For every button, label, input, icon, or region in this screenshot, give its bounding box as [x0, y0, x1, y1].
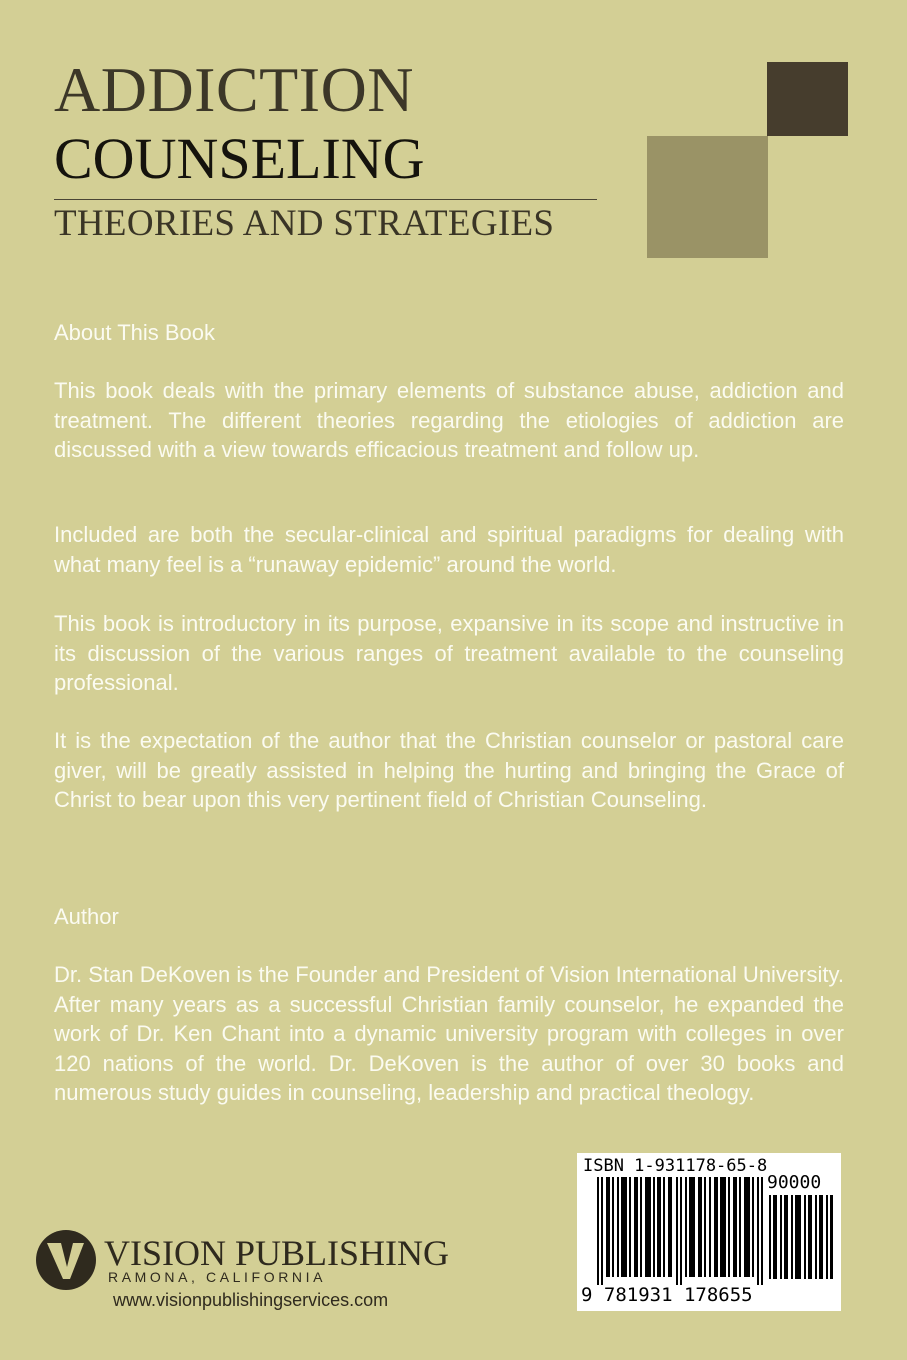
title-divider — [54, 199, 597, 200]
about-paragraph-3: This book is introductory in its purpose, expansive in its scope and instructive in its discussion of the various ranges of treatment available to the counseling professional. — [54, 611, 844, 695]
isbn-label: ISBN 1-931178-65-8 — [583, 1156, 768, 1176]
book-title-addiction: ADDICTION — [54, 54, 414, 125]
ean-number: 9 781931 178655 — [581, 1284, 753, 1306]
publisher-website: www.visionpublishingservices.com — [113, 1290, 389, 1310]
author-bio: Dr. Stan DeKoven is the Founder and President of Vision International University. After many years as a successful Christian family counselor, he expanded the work of Dr. Ken Chant into a dynamic university program with colleges in over 120 nations of the world. Dr. DeKoven is the author of over 30 books and numerous study guides in counseling, leadership and practical theology. — [54, 962, 844, 1105]
about-paragraph-1: This book deals with the primary elements of substance abuse, addiction and treatment. The different theories regarding the etiologies of addiction are discussed with a view towards efficacious treatment and follow up. — [54, 378, 844, 462]
barcode — [577, 1153, 841, 1311]
book-title-counseling: COUNSELING — [54, 126, 425, 191]
about-paragraph-2: Included are both the secular-clinical and spiritual paradigms for dealing with what many feel is a “runaway epidemic” around the world. — [54, 522, 844, 577]
publisher-name: VISION PUBLISHING — [104, 1233, 450, 1273]
about-heading: About This Book — [54, 320, 216, 345]
author-heading: Author — [54, 904, 119, 929]
publisher-location: RAMONA, CALIFORNIA — [108, 1269, 327, 1285]
about-paragraph-4: It is the expectation of the author that the Christian counselor or pastoral care giver, will be greatly assisted in helping the hurting and bringing the Grace of Christ to bear upon this very pertinent field of Christian Counseling. — [54, 728, 844, 812]
addon-number: 90000 — [767, 1172, 822, 1193]
decorative-light-square — [647, 136, 768, 258]
ean-barcode-bars — [597, 1177, 763, 1285]
vision-publishing-logo-icon — [34, 1229, 98, 1291]
book-subtitle: THEORIES AND STRATEGIES — [54, 203, 555, 244]
addon-barcode-bars — [769, 1195, 833, 1279]
decorative-dark-square — [767, 62, 848, 136]
